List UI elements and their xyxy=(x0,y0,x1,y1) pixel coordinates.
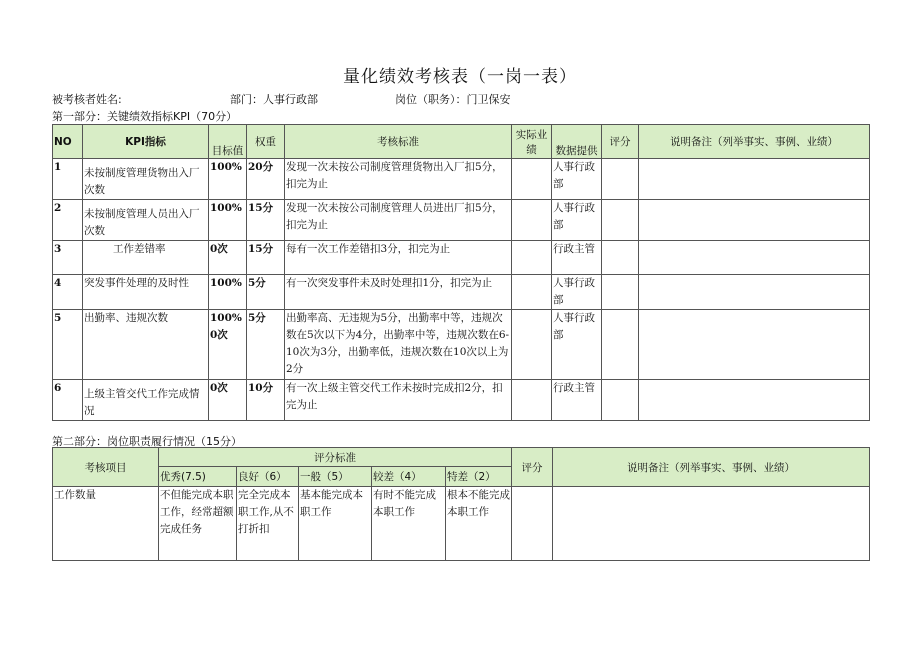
table-row xyxy=(53,241,870,275)
row-actual[interactable] xyxy=(512,310,552,380)
row-source: 行政主管 xyxy=(552,241,602,275)
header-score: 评分 xyxy=(602,125,639,159)
row-target: 100% 0次 xyxy=(209,310,247,380)
table-row xyxy=(53,159,870,200)
row-target: 100% xyxy=(209,159,247,200)
row-notes[interactable] xyxy=(639,310,870,380)
row-criteria: 发现一次未按公司制度管理人员进出厂扣5分，扣完为止 xyxy=(285,200,512,241)
row-kpi: 上级主管交代工作完成情况 xyxy=(83,380,209,421)
row-criteria: 有一次突发事件未及时处理扣1分，扣完为止 xyxy=(285,275,512,310)
header-score: 评分 xyxy=(512,448,553,487)
row-kpi: 未按制度管理人员出入厂次数 xyxy=(83,200,209,241)
kpi-table xyxy=(52,124,870,421)
row-criteria: 每有一次工作差错扣3分，扣完为止 xyxy=(285,241,512,275)
row-poor: 有时不能完成本职工作 xyxy=(372,487,446,561)
row-no: 2 xyxy=(53,200,83,241)
row-weight: 5分 xyxy=(247,275,285,310)
header-poor: 较差（4） xyxy=(372,467,446,487)
header-excellent: 优秀(7.5) xyxy=(159,467,237,487)
row-score[interactable] xyxy=(602,159,639,200)
row-score[interactable] xyxy=(602,275,639,310)
header-item: 考核项目 xyxy=(53,448,159,487)
row-target: 100% xyxy=(209,200,247,241)
table-row xyxy=(53,310,870,380)
row-target: 0次 xyxy=(209,241,247,275)
row-criteria: 有一次上级主管交代工作未按时完成扣2分，扣完为止 xyxy=(285,380,512,421)
row-no: 4 xyxy=(53,275,83,310)
row-actual[interactable] xyxy=(512,159,552,200)
part1-heading: 第一部分：关键绩效指标KPI（70分） xyxy=(52,110,238,123)
row-kpi: 未按制度管理货物出入厂次数 xyxy=(83,159,209,200)
header-notes: 说明备注（列举事实、事例、业绩） xyxy=(553,448,870,487)
row-score[interactable] xyxy=(602,200,639,241)
row-score[interactable] xyxy=(602,241,639,275)
row-weight: 20分 xyxy=(247,159,285,200)
row-score[interactable] xyxy=(512,487,553,561)
row-score[interactable] xyxy=(602,310,639,380)
table-row xyxy=(53,487,870,561)
row-excellent: 不但能完成本职工作，经常超额完成任务 xyxy=(159,487,237,561)
row-criteria: 发现一次未按公司制度管理货物出入厂扣5分，扣完为止 xyxy=(285,159,512,200)
header-actual: 实际业绩 xyxy=(512,125,552,159)
kpi-header-row xyxy=(53,125,870,159)
row-good: 完全完成本职工作,从不打折扣 xyxy=(237,487,299,561)
header-criteria: 考核标准 xyxy=(285,125,512,159)
table-row xyxy=(53,275,870,310)
row-kpi: 突发事件处理的及时性 xyxy=(83,275,209,310)
row-no: 1 xyxy=(53,159,83,200)
row-notes[interactable] xyxy=(553,487,870,561)
row-no: 5 xyxy=(53,310,83,380)
row-criteria: 出勤率高、无违规为5分，出勤率中等，违规次数在5次以下为4分，出勤率中等，违规次数在6-10次为3分，出勤率低，违规次数在10次以上为2分 xyxy=(285,310,512,380)
row-item: 工作数量 xyxy=(53,487,159,561)
row-source: 人事行政部 xyxy=(552,310,602,380)
row-actual[interactable] xyxy=(512,241,552,275)
row-weight: 15分 xyxy=(247,241,285,275)
row-no: 6 xyxy=(53,380,83,421)
row-kpi: 出勤率、违规次数 xyxy=(83,310,209,380)
row-notes[interactable] xyxy=(639,380,870,421)
row-weight: 15分 xyxy=(247,200,285,241)
header-good: 良好（6） xyxy=(237,467,299,487)
row-no: 3 xyxy=(53,241,83,275)
row-notes[interactable] xyxy=(639,241,870,275)
table-row xyxy=(53,200,870,241)
header-very-poor: 特差（2） xyxy=(446,467,512,487)
row-source: 人事行政部 xyxy=(552,159,602,200)
page-title: 量化绩效考核表（一岗一表） xyxy=(343,67,577,87)
row-notes[interactable] xyxy=(639,159,870,200)
row-score[interactable] xyxy=(602,380,639,421)
part2-heading: 第二部分：岗位职责履行情况（15分） xyxy=(52,435,242,448)
row-source: 行政主管 xyxy=(552,380,602,421)
header-kpi: KPI指标 xyxy=(83,125,209,159)
header-average: 一般（5） xyxy=(299,467,372,487)
employee-name-label: 被考核者姓名: xyxy=(52,93,122,106)
row-kpi: 工作差错率 xyxy=(83,241,209,275)
header-source: 数据提供 xyxy=(552,125,602,159)
row-source: 人事行政部 xyxy=(552,200,602,241)
header-notes: 说明备注（列举事实、事例、业绩） xyxy=(639,125,870,159)
duty-table xyxy=(52,447,870,561)
table-row xyxy=(53,380,870,421)
row-actual[interactable] xyxy=(512,380,552,421)
row-target: 100% xyxy=(209,275,247,310)
row-source: 人事行政部 xyxy=(552,275,602,310)
row-very-poor: 根本不能完成本职工作 xyxy=(446,487,512,561)
department-label: 部门：人事行政部 xyxy=(230,93,318,106)
row-weight: 10分 xyxy=(247,380,285,421)
position-label: 岗位（职务）：门卫保安 xyxy=(395,93,511,106)
header-standard: 评分标准 xyxy=(159,448,512,467)
header-weight: 权重 xyxy=(247,125,285,159)
row-notes[interactable] xyxy=(639,200,870,241)
row-notes[interactable] xyxy=(639,275,870,310)
row-target: 0次 xyxy=(209,380,247,421)
header-no: NO xyxy=(53,125,83,159)
row-weight: 5分 xyxy=(247,310,285,380)
row-actual[interactable] xyxy=(512,275,552,310)
header-target: 目标值 xyxy=(209,125,247,159)
row-average: 基本能完成本职工作 xyxy=(299,487,372,561)
duty-header-row xyxy=(53,448,870,467)
row-actual[interactable] xyxy=(512,200,552,241)
